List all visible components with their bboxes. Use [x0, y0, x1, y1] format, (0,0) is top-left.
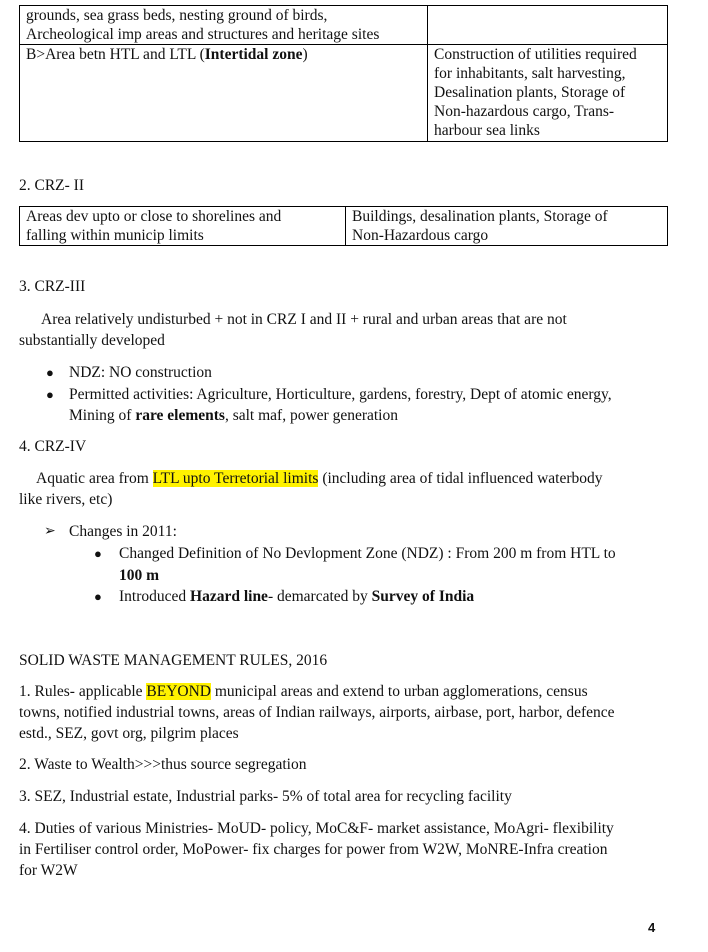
rare-elements-bold: rare elements: [135, 407, 225, 424]
cell-line: for inhabitants, salt harvesting,: [434, 65, 626, 82]
highlighted-text: BEYOND: [146, 683, 211, 700]
crz2-heading: 2. CRZ- II: [19, 177, 85, 194]
swm-item-1: [19, 682, 588, 702]
cell-line: grounds, sea grass beds, nesting ground of birds,: [26, 7, 328, 24]
table-row: [20, 45, 668, 142]
crz1-table: [19, 5, 668, 142]
cell-line: Archeological imp areas and structures and heritage sites: [26, 26, 380, 43]
table-cell: [20, 6, 428, 45]
crz4-paragraph-line: [36, 469, 603, 489]
crz4-paragraph-line: like rivers, etc): [19, 491, 113, 508]
swm-item-4-cont: for W2W: [19, 862, 78, 879]
swm-item-1-cont: estd., SEZ, govt org, pilgrim places: [19, 725, 239, 742]
crz3-paragraph-line: substantially developed: [19, 332, 165, 349]
cell-line: Areas dev upto or close to shorelines and: [26, 208, 282, 225]
text: Mining of: [69, 407, 136, 424]
bullet-icon: ●: [46, 387, 54, 402]
bullet-icon: ●: [46, 365, 54, 380]
swm-item-4: 4. Duties of various Ministries- MoUD- policy, MoC&F- market assistance, MoAgri- flexibility: [19, 820, 614, 837]
highlighted-text: LTL upto Terretorial limits: [152, 470, 319, 487]
crz3-bullet-ndz: NDZ: NO construction: [69, 364, 212, 381]
table-row: [20, 207, 668, 246]
text: , salt maf, power generation: [224, 407, 398, 424]
table-cell: [428, 45, 668, 142]
crz3-bullet-permitted: Permitted activities: Agriculture, Horticulture, gardens, forestry, Dept of atomic energy,: [69, 386, 612, 403]
cell-line: Non-Hazardous cargo: [352, 227, 489, 244]
crz3-bullet-permitted-cont: [69, 406, 398, 426]
page-number: 4: [648, 920, 656, 935]
swm-item-2: 2. Waste to Wealth>>>thus source segregation: [19, 756, 307, 773]
table-cell: [428, 6, 668, 45]
cell-line: Desalination plants, Storage of: [434, 84, 626, 101]
table-row: [20, 6, 668, 45]
cell-line: falling within municip limits: [26, 227, 204, 244]
bullet-icon: ●: [94, 589, 102, 604]
swm-item-4-cont: in Fertiliser control order, MoPower- fix charges for power from W2W, MoNRE-Infra creation: [19, 841, 608, 858]
text: Aquatic area from: [36, 470, 153, 487]
cell-line: Construction of utilities required: [434, 46, 637, 63]
text: (including area of tidal influenced waterbody: [318, 470, 603, 487]
arrow-bullet-icon: ➢: [44, 524, 56, 539]
crz4-change-item: Changed Definition of No Devlopment Zone (NDZ) : From 200 m from HTL to: [119, 545, 616, 562]
bullet-icon: ●: [94, 546, 102, 561]
swm-heading: SOLID WASTE MANAGEMENT RULES, 2016: [19, 652, 328, 669]
hazard-line-bold: Hazard line: [190, 588, 268, 605]
table-cell: [20, 207, 346, 246]
text: 1. Rules- applicable: [19, 683, 147, 700]
table-cell: [20, 45, 428, 142]
cell-text: B>Area betn HTL and LTL (: [26, 46, 205, 63]
cell-line: Non-hazardous cargo, Trans-: [434, 103, 615, 120]
crz3-paragraph-line: Area relatively undisturbed + not in CRZ I and II + rural and urban areas that are not: [41, 311, 567, 328]
text: - demarcated by: [267, 588, 372, 605]
text: Introduced: [119, 588, 191, 605]
cell-text: ): [302, 46, 308, 63]
intertidal-zone-bold: Intertidal zone: [204, 46, 303, 63]
cell-line: Buildings, desalination plants, Storage of: [352, 208, 608, 225]
text: municipal areas and extend to urban agglomerations, census: [211, 683, 588, 700]
crz4-change-item: [119, 587, 474, 607]
swm-item-1-cont: towns, notified industrial towns, areas of Indian railways, airports, airbase, port, harbor, defence: [19, 704, 615, 721]
survey-of-india-bold: Survey of India: [371, 588, 475, 605]
crz2-table: [19, 206, 668, 246]
crz4-change-item-cont: [119, 566, 159, 586]
swm-item-3: 3. SEZ, Industrial estate, Industrial parks- 5% of total area for recycling facility: [19, 788, 512, 805]
table-cell: [346, 207, 668, 246]
crz4-heading: 4. CRZ-IV: [19, 438, 87, 455]
cell-line: harbour sea links: [434, 122, 540, 139]
crz3-heading: 3. CRZ-III: [19, 278, 86, 295]
crz4-changes-heading: Changes in 2011:: [69, 523, 177, 540]
distance-bold: 100 m: [119, 567, 160, 584]
